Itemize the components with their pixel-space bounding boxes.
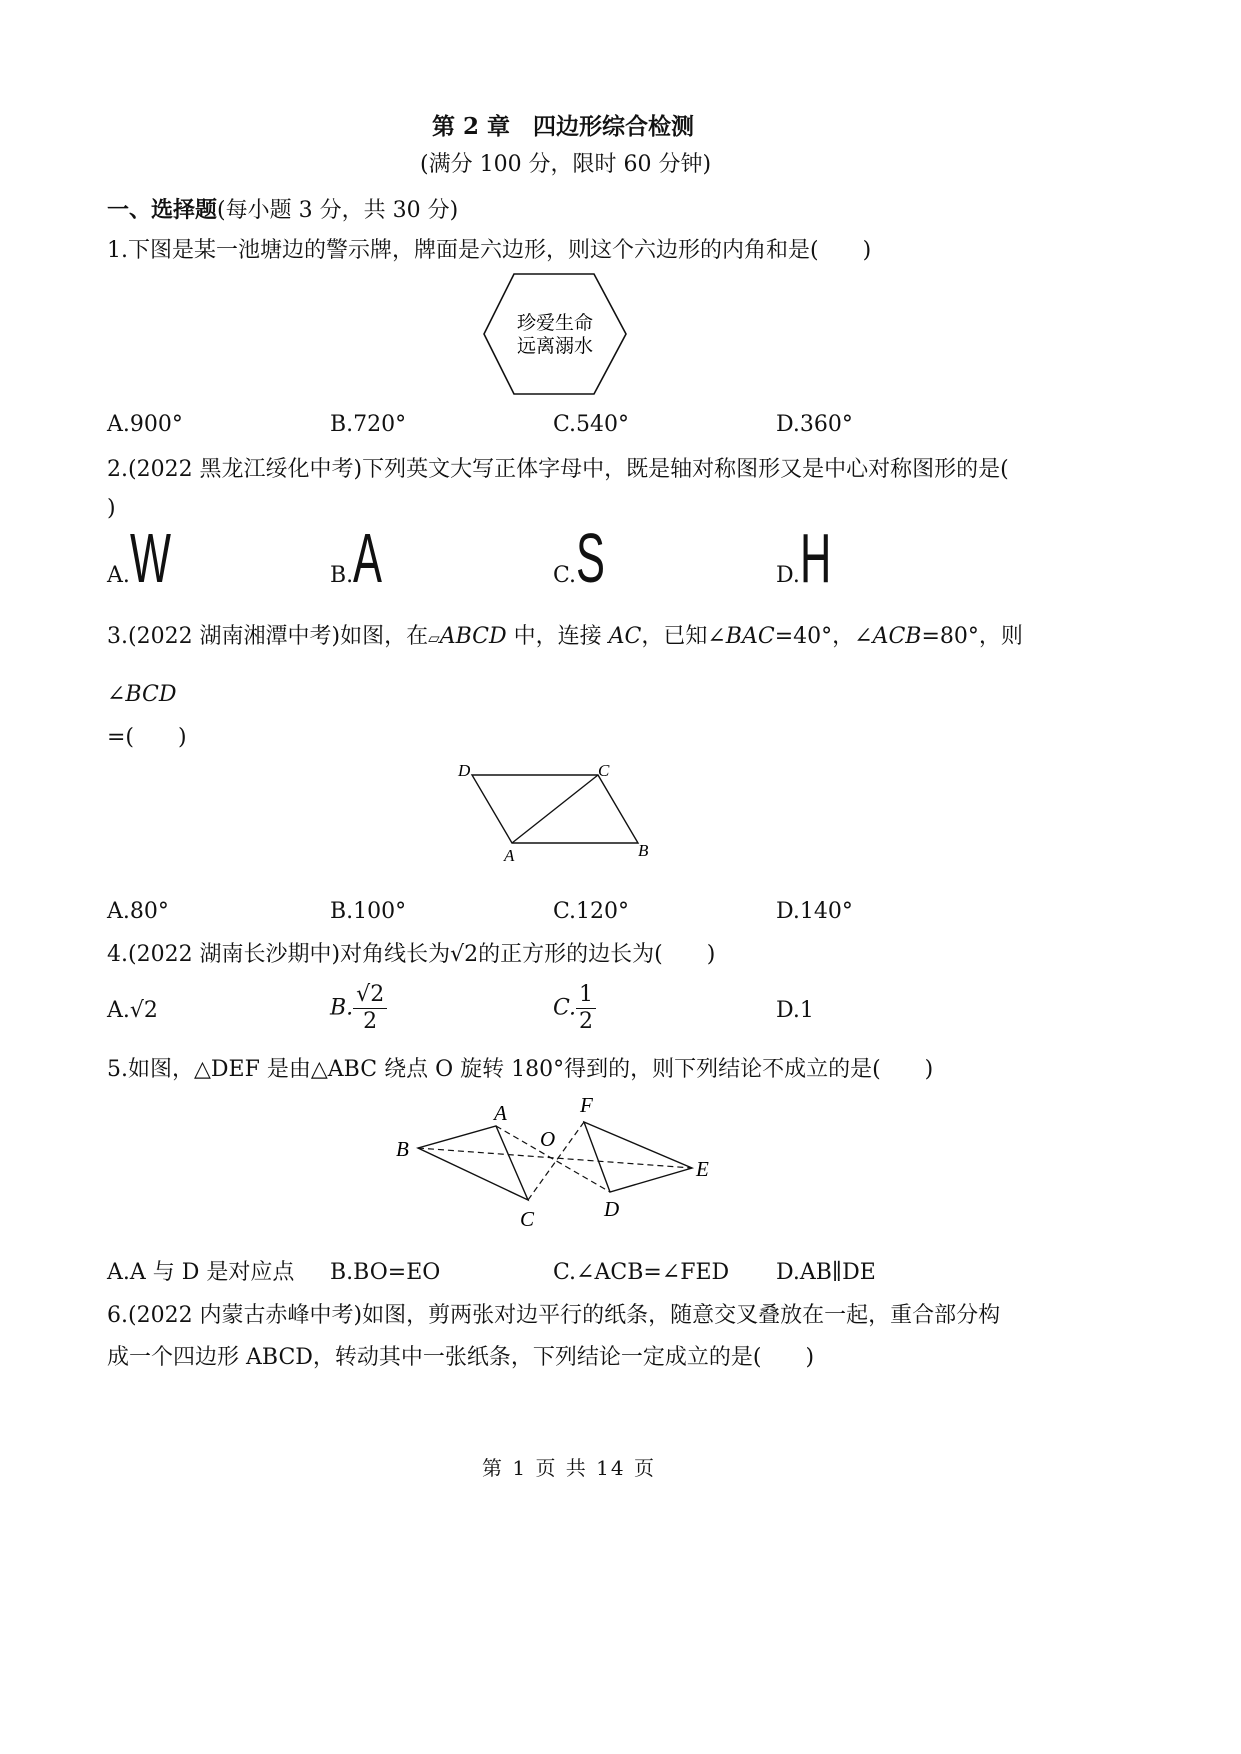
q3-stem-d: =40°，∠ — [774, 624, 873, 649]
q3-option-a[interactable]: A.80° — [107, 899, 169, 924]
q1-stem: 1.下图是某一池塘边的警示牌，牌面是六边形，则这个六边形的内角和是( ) — [107, 238, 872, 263]
q3-abcd: ABCD — [439, 624, 507, 649]
label-b: B — [396, 1137, 409, 1161]
q5-option-a[interactable]: A.A 与 D 是对应点 — [107, 1260, 295, 1285]
q3-option-c[interactable]: C.120° — [553, 899, 630, 924]
sign-text-line1: 珍爱生命 — [516, 313, 594, 334]
page-title: 第 2 章 四边形综合检测 — [432, 113, 695, 140]
triangle-abc — [418, 1126, 528, 1200]
q3-acb: ACB — [872, 624, 922, 649]
q2-option-c[interactable] — [553, 519, 623, 597]
q4-stem-a: 4.(2022 湖南长沙期中)对角线长为 — [107, 942, 451, 967]
triangle-def — [584, 1122, 692, 1192]
q3-stem-c: ，已知∠ — [641, 624, 726, 649]
q4-option-b-num: √2 — [353, 982, 387, 1009]
page-footer: 第 1 页 共 14 页 — [482, 1456, 656, 1480]
q5-stem: 5.如图，△DEF 是由△ABC 绕点 O 旋转 180°得到的，则下列结论不成立的是( ) — [107, 1057, 934, 1082]
q3-option-b[interactable]: B.100° — [330, 899, 407, 924]
q2-option-c-prefix: C. — [553, 563, 577, 588]
q3-angle-bcd: ∠BCD — [107, 682, 177, 707]
section-label: 一、选择题 — [107, 197, 218, 223]
q2-option-d[interactable] — [776, 519, 850, 597]
q3-stem-e: =80°，则 — [921, 624, 1023, 649]
q2-option-d-prefix: D. — [776, 563, 800, 588]
q5-option-b[interactable]: B.BO=EO — [330, 1260, 441, 1285]
letter-h: H — [799, 519, 832, 597]
q1-option-d[interactable]: D.360° — [776, 412, 853, 437]
q4-stem — [107, 940, 715, 970]
q2-stem-cont: ) — [107, 496, 116, 521]
label-a: A — [494, 1101, 507, 1125]
q4-option-d[interactable]: D.1 — [776, 998, 814, 1023]
q4-option-b-prefix: B. — [330, 995, 354, 1021]
q1-option-b[interactable]: B.720° — [330, 412, 407, 437]
q1-option-c[interactable]: C.540° — [553, 412, 630, 437]
q5-rotation-figure — [390, 1090, 730, 1235]
q4-option-b[interactable] — [330, 982, 387, 1035]
q2-option-a-prefix: A. — [107, 563, 130, 588]
q4-option-c-den: 2 — [579, 1009, 594, 1034]
q2-stem: 2.(2022 黑龙江绥化中考)下列英文大写正体字母中，既是轴对称图形又是中心对称图形的是( — [107, 457, 1009, 482]
q2-option-b-prefix: B. — [330, 563, 354, 588]
dashed-cf — [528, 1122, 584, 1200]
label-b: B — [638, 841, 649, 860]
label-c: C — [598, 761, 610, 780]
q6-stem-line2: 成一个四边形 ABCD，转动其中一张纸条，下列结论一定成立的是( ) — [107, 1345, 815, 1370]
q4-option-b-den: 2 — [363, 1009, 378, 1034]
q3-option-d[interactable]: D.140° — [776, 899, 853, 924]
sign-text-line2: 远离溺水 — [516, 336, 594, 357]
diagonal-ac — [512, 775, 598, 843]
q6-stem-line1: 6.(2022 内蒙古赤峰中考)如图，剪两张对边平行的纸条，随意交叉叠放在一起，重合部分构 — [107, 1303, 1001, 1328]
q1-hexagon-figure — [480, 272, 630, 396]
q5-option-d[interactable]: D.AB∥DE — [776, 1260, 876, 1285]
q3-bac: BAC — [725, 624, 775, 649]
label-f: F — [580, 1093, 593, 1117]
label-e: E — [696, 1157, 709, 1181]
q4-option-c-prefix: C. — [553, 995, 577, 1021]
q3-ac: AC — [608, 624, 642, 649]
parallelogram-symbol: ▱ — [428, 629, 440, 647]
q1-option-a[interactable]: A.900° — [107, 412, 183, 437]
q3-stem — [107, 622, 1023, 653]
q3-stem-b: 中，连接 — [506, 624, 609, 649]
label-a: A — [504, 846, 515, 865]
page-subtitle: (满分 100 分，限时 60 分钟) — [420, 152, 712, 177]
section-heading — [107, 193, 458, 224]
q4-option-a[interactable]: A.√2 — [107, 998, 158, 1023]
q3-stem-a: 3.(2022 湖南湘潭中考)如图，在 — [107, 624, 429, 649]
q4-radical: √2 — [450, 942, 479, 967]
letter-s: S — [576, 519, 606, 597]
label-d: D — [604, 1197, 620, 1221]
q3-blank: =( ) — [107, 725, 187, 750]
label-c: C — [520, 1207, 535, 1231]
q2-option-b[interactable] — [330, 519, 400, 597]
q4-option-b-fraction — [353, 982, 387, 1035]
q4-option-c-num: 1 — [576, 982, 596, 1009]
label-d: D — [458, 761, 471, 780]
section-note: (每小题 3 分，共 30 分) — [217, 198, 459, 223]
q4-stem-b: 的正方形的边长为( ) — [478, 942, 716, 967]
q4-option-c[interactable] — [553, 982, 596, 1035]
letter-w: W — [129, 519, 171, 597]
letter-a: A — [353, 519, 383, 597]
q2-option-a[interactable] — [107, 519, 180, 597]
q5-option-c[interactable]: C.∠ACB=∠FED — [553, 1260, 730, 1285]
hexagon-shape — [484, 274, 626, 394]
q3-parallelogram-figure — [452, 758, 662, 868]
label-o: O — [540, 1127, 556, 1151]
q4-option-c-fraction — [576, 982, 596, 1035]
